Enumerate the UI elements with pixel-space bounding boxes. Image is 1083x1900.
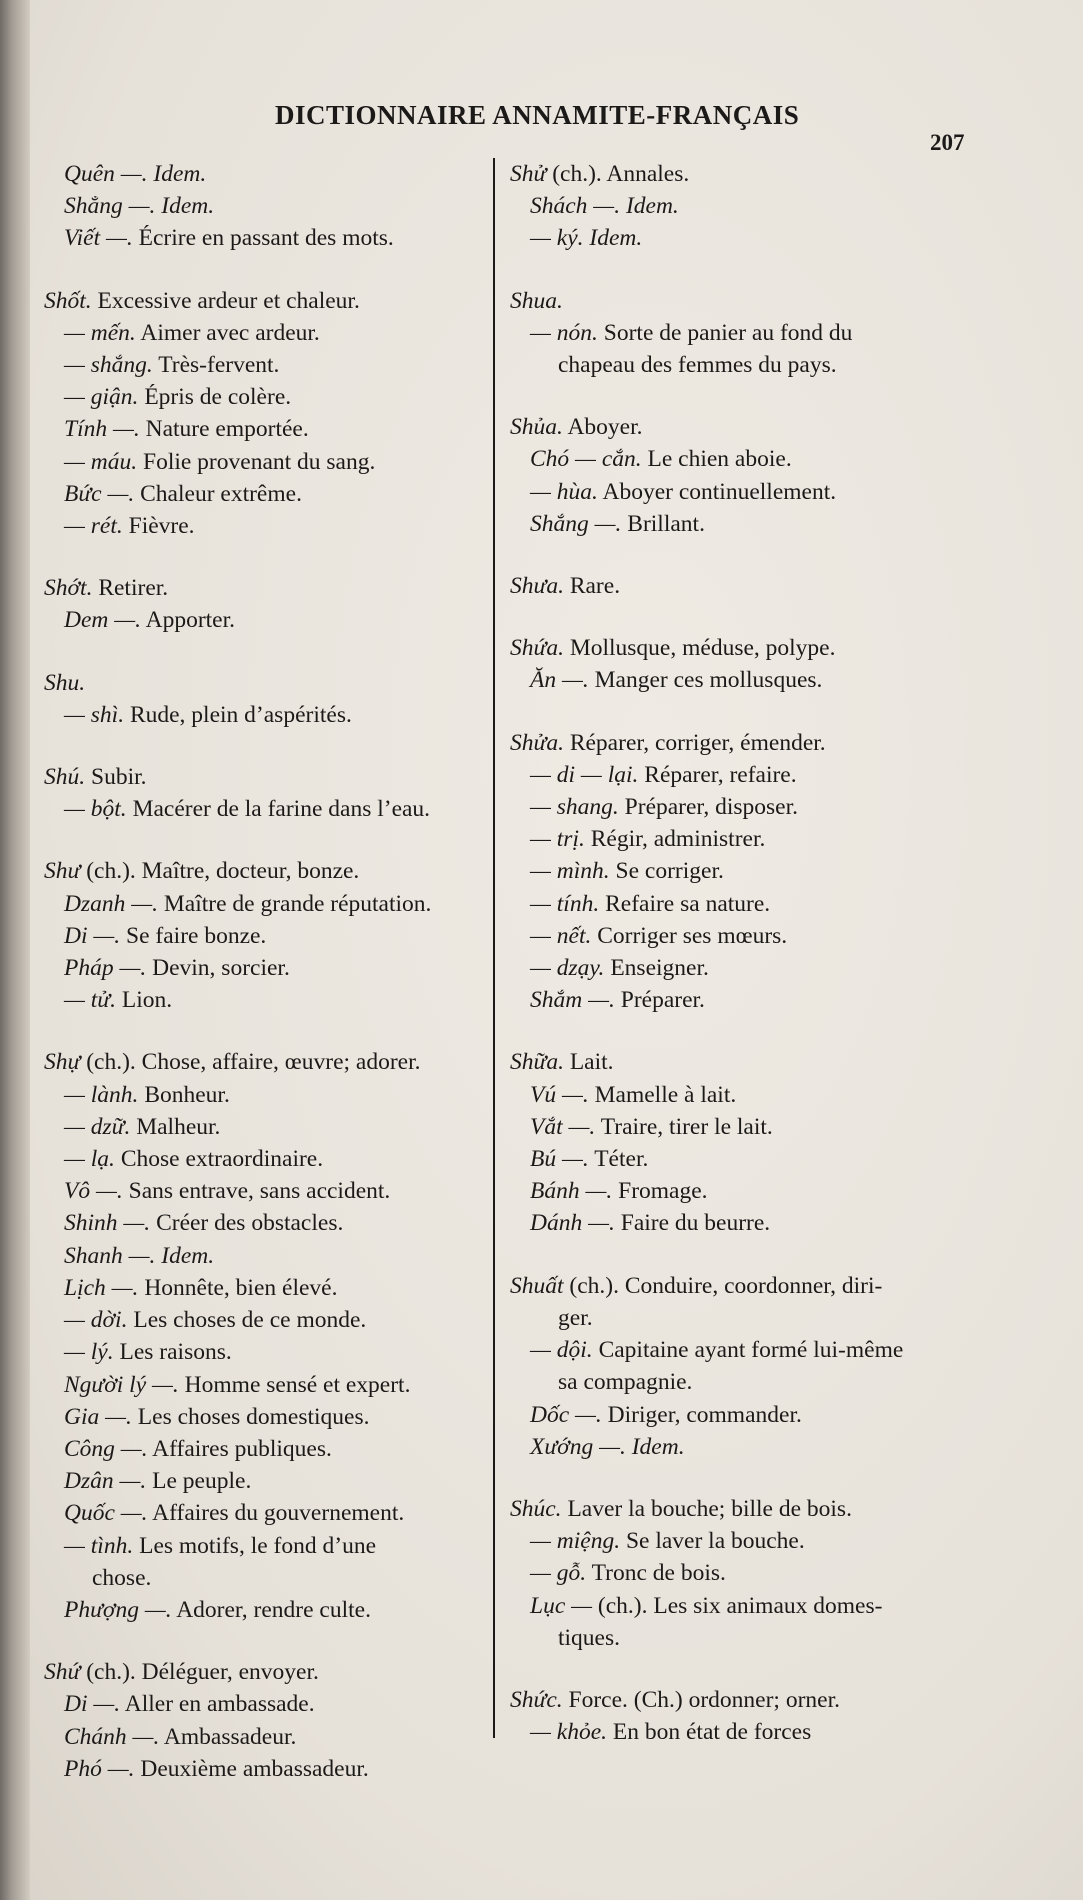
french-definition: Chose extraordinaire. <box>114 1146 324 1173</box>
entry-line <box>510 920 980 952</box>
vietnamese-term: Công —. <box>64 1435 148 1462</box>
entry-headword-line <box>510 632 980 664</box>
vietnamese-term: Shắm —. <box>530 987 615 1014</box>
vietnamese-term: — mến. <box>64 319 136 346</box>
french-definition: Subir. <box>85 764 147 791</box>
vietnamese-term: — rét. <box>64 513 123 540</box>
vietnamese-term: Gia —. <box>64 1403 132 1430</box>
vietnamese-term: — nết. <box>530 922 592 949</box>
vietnamese-term: Quốc —. <box>64 1500 148 1527</box>
dictionary-entry <box>44 285 490 543</box>
entry-headword-line <box>510 727 980 759</box>
vietnamese-term: — tính. <box>530 890 600 917</box>
french-definition: Affaires du gouvernement. <box>147 1500 405 1527</box>
vietnamese-term: — lý. <box>64 1339 114 1366</box>
entry-line <box>510 984 980 1016</box>
dictionary-entry <box>510 285 980 382</box>
book-spine <box>0 0 30 1900</box>
vietnamese-term: Vô —. <box>64 1178 123 1205</box>
french-definition: Épris de colère. <box>138 384 292 411</box>
french-definition: Manger ces mollusques. <box>588 667 823 694</box>
vietnamese-term: — miệng. <box>530 1528 621 1555</box>
french-definition: En bon état de forces <box>607 1719 812 1746</box>
vietnamese-term: Shẳng —. <box>64 193 156 220</box>
french-definition: Ambassadeur. <box>159 1723 297 1750</box>
vietnamese-term: Phượng —. <box>64 1596 172 1623</box>
french-definition: Écrire en passant des mots. <box>132 225 394 252</box>
entry-line <box>44 920 490 952</box>
vietnamese-term: Bánh —. <box>530 1178 613 1205</box>
french-definition: Les choses de ce monde. <box>127 1307 367 1334</box>
dictionary-entry <box>44 855 490 1016</box>
vietnamese-term: Lịch —. <box>64 1274 139 1301</box>
vietnamese-term: — bột. <box>64 796 127 823</box>
french-definition: Chaleur extrême. <box>134 480 302 507</box>
entry-headword-line <box>44 855 490 887</box>
french-definition: Apporter. <box>141 607 236 634</box>
french-definition: (ch.). Maître, docteur, bonze. <box>80 858 360 885</box>
vietnamese-term: Shữa. <box>510 1049 564 1076</box>
entry-headword-line <box>510 570 980 602</box>
french-definition: Corriger ses mœurs. <box>591 922 788 949</box>
vietnamese-term: Dzân —. <box>64 1468 147 1495</box>
entry-line <box>44 413 490 445</box>
page-number: 207 <box>930 130 965 155</box>
french-definition: Excessive ardeur et chaleur. <box>91 287 360 314</box>
entry-line <box>44 1079 490 1111</box>
french-definition: Téter. <box>588 1146 649 1173</box>
entry-line <box>510 1334 980 1366</box>
page-header-title: DICTIONNAIRE ANNAMITE-FRANÇAIS <box>275 100 800 130</box>
dictionary-entry <box>510 1270 980 1463</box>
vietnamese-term: Shúc. <box>510 1495 562 1522</box>
vietnamese-term: Xướng —. <box>530 1433 626 1460</box>
entry-line <box>44 1753 490 1785</box>
french-definition: (ch.). Conduire, coordonner, diri- <box>563 1272 883 1299</box>
dictionary-entry <box>44 1656 490 1785</box>
entry-line <box>44 158 490 190</box>
french-definition: Aboyer continuellement. <box>597 478 837 505</box>
french-definition: Bonheur. <box>138 1081 230 1108</box>
french-definition: Sans entrave, sans accident. <box>122 1178 391 1205</box>
vietnamese-term: Lục — <box>530 1592 593 1619</box>
french-definition: Honnête, bien élevé. <box>138 1274 338 1301</box>
entry-line <box>510 190 980 222</box>
french-definition: Adorer, rendre culte. <box>171 1596 371 1623</box>
dictionary-entry <box>510 158 980 255</box>
french-definition: Rude, plein d’aspérités. <box>124 701 352 728</box>
entry-headword-line <box>510 158 980 190</box>
vietnamese-term: — tình. <box>64 1532 134 1559</box>
entry-headword-line <box>510 1493 980 1525</box>
entry-line <box>510 1622 980 1654</box>
entry-headword-line <box>510 1270 980 1302</box>
entry-line <box>510 222 980 254</box>
french-definition: Fromage. <box>612 1178 708 1205</box>
vietnamese-term: Shư <box>44 858 81 885</box>
right-column <box>510 158 980 1778</box>
entry-line <box>44 793 490 825</box>
entry-line <box>44 1721 490 1753</box>
entry-line <box>510 791 980 823</box>
entry-line <box>44 1562 490 1594</box>
column-divider <box>493 158 495 1738</box>
french-definition: Mamelle à lait. <box>588 1081 737 1108</box>
entry-line <box>44 1465 490 1497</box>
french-definition: chapeau des femmes du pays. <box>558 352 837 379</box>
french-definition: Nature emportée. <box>139 416 309 443</box>
entry-line <box>44 1497 490 1529</box>
french-definition: Maître de grande réputation. <box>158 890 432 917</box>
french-definition: Idem. <box>583 225 643 252</box>
french-definition: Traire, tirer le lait. <box>595 1113 773 1140</box>
french-definition: tiques. <box>558 1624 621 1651</box>
left-column <box>44 158 490 1815</box>
vietnamese-term: Shớt. <box>44 575 93 602</box>
french-definition: Capitaine ayant formé lui-même <box>592 1337 904 1364</box>
entry-line <box>510 1716 980 1748</box>
dictionary-entry <box>510 570 980 602</box>
vietnamese-term: — hùa. <box>530 478 598 505</box>
vietnamese-term: Shú. <box>44 764 86 791</box>
vietnamese-term: Viết —. <box>64 225 133 252</box>
french-definition: Idem. <box>147 161 207 187</box>
french-definition: Laver la bouche; bille de bois. <box>561 1495 852 1522</box>
entry-line <box>44 888 490 920</box>
entry-line <box>44 1688 490 1720</box>
dictionary-entry <box>44 158 490 255</box>
vietnamese-term: Quên —. <box>64 161 148 187</box>
french-definition: Tronc de bois. <box>586 1560 726 1587</box>
entry-headword-line <box>510 1046 980 1078</box>
vietnamese-term: — dội. <box>530 1337 593 1364</box>
entry-headword-line <box>44 667 490 699</box>
vietnamese-term: — shì. <box>64 701 125 728</box>
vietnamese-term: Di —. <box>64 1691 121 1718</box>
vietnamese-term: — khỏe. <box>530 1719 608 1746</box>
french-definition: Les motifs, le fond d’une <box>133 1532 376 1559</box>
vietnamese-term: Shự <box>44 1049 81 1076</box>
entry-line <box>510 664 980 696</box>
entry-line <box>44 1433 490 1465</box>
french-definition: (ch.). Déléguer, envoyer. <box>80 1659 319 1686</box>
french-definition: (ch.). Chose, affaire, œuvre; adorer. <box>80 1049 421 1076</box>
entry-line <box>44 317 490 349</box>
dictionary-entry <box>510 1684 980 1748</box>
french-definition: Force. (Ch.) ordonner; orner. <box>562 1686 840 1713</box>
vietnamese-term: — trị. <box>530 826 585 853</box>
vietnamese-term: Shử <box>510 161 547 187</box>
vietnamese-term: Pháp —. <box>64 955 147 982</box>
french-definition: Lion. <box>116 987 173 1014</box>
entry-line <box>44 222 490 254</box>
entry-headword-line <box>510 285 980 317</box>
french-definition: Sorte de panier au fond du <box>597 319 853 346</box>
entry-line <box>510 1525 980 1557</box>
entry-line <box>44 190 490 222</box>
vietnamese-term: Vú —. <box>530 1081 589 1108</box>
french-definition: Mollusque, méduse, polype. <box>563 635 836 662</box>
vietnamese-term: Vắt —. <box>530 1113 596 1140</box>
french-definition: Préparer, disposer. <box>618 794 798 821</box>
entry-line <box>44 1336 490 1368</box>
vietnamese-term: Chó — cắn. <box>530 446 642 473</box>
french-definition: Rare. <box>563 573 621 600</box>
entry-line <box>510 888 980 920</box>
french-definition: Aimer avec ardeur. <box>135 319 320 346</box>
dictionary-entry <box>44 1046 490 1626</box>
french-definition: (ch.). Annales. <box>546 161 690 187</box>
vietnamese-term: — shắng. <box>64 352 153 379</box>
dictionary-entry <box>44 761 490 825</box>
entry-line <box>510 508 980 540</box>
french-definition: Affaires publiques. <box>147 1435 332 1462</box>
entry-line <box>510 1431 980 1463</box>
entry-line <box>44 604 490 636</box>
french-definition: Le chien aboie. <box>641 446 792 473</box>
vietnamese-term: — lạ. <box>64 1146 115 1173</box>
vietnamese-term: — dzữ. <box>64 1113 131 1140</box>
entry-line <box>44 446 490 478</box>
french-definition: Très-fervent. <box>152 352 280 379</box>
dictionary-entry <box>44 572 490 636</box>
vietnamese-term: — gỗ. <box>530 1560 587 1587</box>
entry-line <box>44 1111 490 1143</box>
french-definition: Folie provenant du sang. <box>137 448 376 475</box>
vietnamese-term: — giận. <box>64 384 139 411</box>
entry-line <box>44 1304 490 1336</box>
french-definition: ger. <box>558 1304 593 1331</box>
vietnamese-term: Shắng —. <box>530 510 622 537</box>
entry-headword-line <box>44 1656 490 1688</box>
vietnamese-term: Người lý —. <box>64 1371 179 1398</box>
vietnamese-term: — mình. <box>530 858 610 885</box>
vietnamese-term: Shưa. <box>510 573 564 600</box>
vietnamese-term: — máu. <box>64 448 138 475</box>
entry-line <box>510 952 980 984</box>
vietnamese-term: — dời. <box>64 1307 128 1334</box>
vietnamese-term: — ký. <box>530 225 584 252</box>
vietnamese-term: Shách —. <box>530 193 621 220</box>
entry-line <box>510 443 980 475</box>
vietnamese-term: Shanh —. <box>64 1242 156 1269</box>
vietnamese-term: Shứ <box>44 1659 81 1686</box>
entry-line <box>510 1366 980 1398</box>
french-definition: Le peuple. <box>146 1468 252 1495</box>
vietnamese-term: Dánh —. <box>530 1210 615 1237</box>
entry-line <box>44 699 490 731</box>
french-definition: Se faire bonze. <box>120 922 267 949</box>
french-definition: Réparer, corriger, émender. <box>563 729 826 756</box>
entry-headword-line <box>510 1684 980 1716</box>
french-definition: Diriger, commander. <box>601 1401 802 1428</box>
vietnamese-term: — dzạy. <box>530 955 605 982</box>
vietnamese-term: Shinh —. <box>64 1210 151 1237</box>
vietnamese-term: — nón. <box>530 319 598 346</box>
vietnamese-term: — lành. <box>64 1081 139 1108</box>
entry-line <box>510 1111 980 1143</box>
entry-line <box>44 1594 490 1626</box>
vietnamese-term: Bú —. <box>530 1146 589 1173</box>
dictionary-entry <box>510 632 980 696</box>
entry-line <box>510 823 980 855</box>
vietnamese-term: Bức —. <box>64 480 135 507</box>
french-definition: Deuxième ambassadeur. <box>134 1755 369 1782</box>
dictionary-entry <box>510 727 980 1017</box>
entry-line <box>510 1399 980 1431</box>
french-definition: (ch.). Les six animaux domes- <box>592 1592 883 1619</box>
entry-line <box>510 1302 980 1334</box>
entry-line <box>510 1557 980 1589</box>
french-definition: Enseigner. <box>604 955 709 982</box>
french-definition: Les raisons. <box>113 1339 232 1366</box>
dictionary-entry <box>510 1493 980 1654</box>
french-definition: Idem. <box>625 1433 685 1460</box>
entry-headword-line <box>44 285 490 317</box>
french-definition: Idem. <box>620 193 679 220</box>
vietnamese-term: Di —. <box>64 922 121 949</box>
vietnamese-term: Ăn —. <box>530 667 589 694</box>
entry-headword-line <box>44 761 490 793</box>
vietnamese-term: Dem —. <box>64 607 142 634</box>
entry-line <box>510 759 980 791</box>
entry-line <box>44 1272 490 1304</box>
french-definition: sa compagnie. <box>558 1369 693 1396</box>
french-definition: Refaire sa nature. <box>599 890 771 917</box>
french-definition: Régir, administrer. <box>584 826 766 853</box>
entry-line <box>44 510 490 542</box>
vietnamese-term: Shu. <box>44 669 86 696</box>
entry-headword-line <box>510 411 980 443</box>
entry-line <box>44 478 490 510</box>
entry-line <box>510 476 980 508</box>
entry-line <box>44 1207 490 1239</box>
dictionary-entry <box>510 411 980 540</box>
vietnamese-term: Shuất <box>510 1272 564 1299</box>
vietnamese-term: Shủa. <box>510 414 563 441</box>
vietnamese-term: — shang. <box>530 794 619 821</box>
french-definition: Retirer. <box>92 575 169 602</box>
vietnamese-term: Shức. <box>510 1686 563 1713</box>
entry-line <box>510 349 980 381</box>
vietnamese-term: — di — lại. <box>530 761 639 788</box>
french-definition: Réparer, refaire. <box>638 761 797 788</box>
entry-line <box>44 1143 490 1175</box>
dictionary-entry <box>44 667 490 731</box>
french-definition: Se laver la bouche. <box>620 1528 805 1555</box>
french-definition: Macérer de la farine dans l’eau. <box>126 796 431 823</box>
entry-line <box>510 317 980 349</box>
french-definition: Préparer. <box>614 987 705 1014</box>
french-definition: Homme sensé et expert. <box>178 1371 411 1398</box>
french-definition: Lait. <box>563 1049 614 1076</box>
french-definition: Les choses domestiques. <box>131 1403 370 1430</box>
french-definition: Devin, sorcier. <box>146 955 290 982</box>
french-definition: Idem. <box>155 193 215 220</box>
vietnamese-term: Shua. <box>510 287 563 314</box>
french-definition: Aller en ambassade. <box>120 1691 315 1718</box>
entry-line <box>44 1530 490 1562</box>
entry-line <box>44 381 490 413</box>
vietnamese-term: Shửa. <box>510 729 564 756</box>
entry-line <box>510 1590 980 1622</box>
vietnamese-term: Dzanh —. <box>64 890 159 917</box>
entry-line <box>510 1143 980 1175</box>
vietnamese-term: — tử. <box>64 987 116 1014</box>
vietnamese-term: Dốc —. <box>530 1401 602 1428</box>
vietnamese-term: Shốt. <box>44 287 92 314</box>
dictionary-entry <box>510 1046 980 1239</box>
vietnamese-term: Chánh —. <box>64 1723 160 1750</box>
entry-headword-line <box>44 1046 490 1078</box>
french-definition: Idem. <box>155 1242 215 1269</box>
french-definition: Malheur. <box>130 1113 221 1140</box>
french-definition: chose. <box>92 1564 152 1591</box>
french-definition: Fièvre. <box>122 513 195 540</box>
french-definition: Aboyer. <box>562 414 643 441</box>
vietnamese-term: Shứa. <box>510 635 564 662</box>
french-definition: Créer des obstacles. <box>150 1210 344 1237</box>
entry-line <box>44 349 490 381</box>
entry-line <box>44 984 490 1016</box>
entry-line <box>44 1240 490 1272</box>
entry-line <box>44 1401 490 1433</box>
entry-line <box>44 952 490 984</box>
vietnamese-term: Tính —. <box>64 416 140 443</box>
french-definition: Brillant. <box>621 510 705 537</box>
entry-line <box>44 1175 490 1207</box>
french-definition: Se corriger. <box>609 858 724 885</box>
entry-line <box>510 1079 980 1111</box>
entry-line <box>510 1207 980 1239</box>
entry-headword-line <box>44 572 490 604</box>
vietnamese-term: Phó —. <box>64 1755 135 1782</box>
french-definition: Faire du beurre. <box>614 1210 771 1237</box>
entry-line <box>510 1175 980 1207</box>
entry-line <box>510 855 980 887</box>
entry-line <box>44 1369 490 1401</box>
